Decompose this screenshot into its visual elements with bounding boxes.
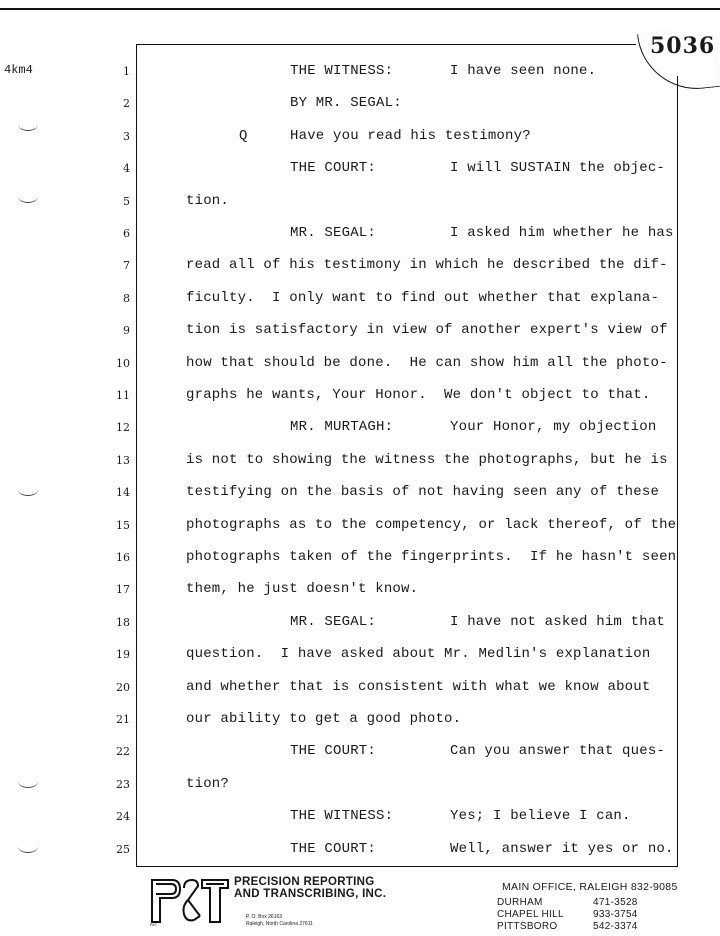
transcript-text: testifying on the basis of not having seen any of these: [186, 484, 660, 501]
line-number: 11: [116, 389, 130, 402]
firm-name-line2: AND TRANSCRIBING, INC.: [234, 888, 387, 900]
transcript-text: tion?: [186, 775, 230, 792]
transcript-text: how that should be done. He can show him all the photo-: [186, 354, 668, 371]
office-city: DURHAM: [497, 897, 543, 908]
reporter-logo: [148, 876, 230, 928]
line-number: 7: [123, 259, 130, 273]
line-number: 9: [123, 324, 130, 338]
transcript-text: Yes; I believe I can.: [450, 808, 631, 825]
speaker-label: THE WITNESS:: [290, 63, 394, 79]
line-number: 2: [123, 97, 130, 111]
office-row: [497, 897, 638, 908]
line-number: 5: [123, 194, 130, 208]
firm-name: [234, 876, 386, 900]
line-number: 10: [116, 356, 130, 370]
line-number: 21: [116, 713, 130, 726]
speaker-label: THE WITNESS:: [290, 808, 394, 825]
logo-text: P&T: [150, 924, 158, 928]
line-number: 3: [123, 129, 130, 143]
transcript-text: Can you answer that ques-: [450, 743, 666, 760]
office-phone: 471-3528: [593, 897, 638, 908]
margin-mark: [18, 190, 38, 203]
transcript-text: I have not asked him that: [450, 613, 666, 630]
line-number: 8: [123, 291, 130, 305]
office-row: [497, 921, 638, 932]
margin-mark: [18, 483, 38, 496]
firm-address-line2: Raleigh, North Carolina 27611: [246, 921, 313, 927]
transcript-text: ficulty. I only want to find out whether that explana-: [186, 289, 660, 306]
transcript-text: I asked him whether he has: [450, 225, 674, 241]
office-row: [497, 909, 638, 920]
margin-mark: [18, 840, 38, 853]
page-number: 5036: [650, 33, 716, 59]
line-number: 13: [116, 453, 130, 467]
transcript-text: read all of his testimony in which he described the dif-: [186, 257, 668, 274]
line-number: 12: [116, 421, 130, 435]
speaker-label: MR. SEGAL:: [290, 613, 377, 630]
line-number: 22: [116, 745, 130, 759]
transcript-text: tion.: [186, 192, 230, 209]
line-number: 24: [116, 810, 130, 824]
transcript-text: is not to showing the witness the photographs, but he is: [186, 451, 668, 468]
transcript-text: I have seen none.: [450, 63, 597, 79]
main-office: MAIN OFFICE, RALEIGH 832-9085: [502, 881, 678, 893]
line-number: 25: [116, 842, 130, 856]
line-number: 18: [116, 615, 130, 629]
question-marker: Q: [239, 127, 248, 144]
transcript-text: question. I have asked about Mr. Medlin's explanation: [186, 646, 651, 663]
transcript-text: them, he just doesn't know.: [186, 581, 419, 598]
transcript-text: Have you read his testimony?: [290, 127, 531, 144]
transcript-text: I will SUSTAIN the objec-: [450, 160, 666, 177]
margin-mark: [18, 118, 38, 131]
line-number: 23: [116, 777, 130, 791]
line-number: 6: [123, 227, 130, 240]
speaker-label: MR. MURTAGH:: [290, 419, 394, 436]
transcript-text: Well, answer it yes or no.: [450, 840, 674, 857]
speaker-label: THE COURT:: [290, 743, 377, 760]
line-number: 4: [123, 162, 130, 176]
line-number: 1: [123, 65, 130, 78]
margin-mark: [18, 775, 38, 788]
line-number: 20: [116, 680, 130, 694]
transcript-text: graphs he wants, Your Honor. We don't object to that.: [186, 387, 651, 403]
office-phone: 933-3754: [593, 909, 638, 920]
line-number: 16: [116, 551, 130, 564]
side-code: 4km4: [4, 63, 33, 77]
firm-address-line1: P. O. Box 26163: [246, 914, 283, 920]
transcript-text: Your Honor, my objection: [450, 419, 657, 436]
transcript-text: photographs taken of the fingerprints. If he hasn't seen: [186, 549, 677, 565]
transcript-text: tion is satisfactory in view of another expert's view of: [186, 322, 668, 339]
line-number: 17: [116, 583, 130, 597]
office-city: PITTSBORO: [497, 921, 558, 932]
transcript-text: BY MR. SEGAL:: [290, 95, 402, 112]
speaker-label: MR. SEGAL:: [290, 225, 377, 241]
transcript-text: and whether that is consistent with what we know about: [186, 678, 651, 695]
top-rule: [0, 0, 720, 10]
speaker-label: THE COURT:: [290, 160, 377, 177]
office-city: CHAPEL HILL: [497, 909, 564, 920]
transcript-text: photographs as to the competency, or lack thereof, of the: [186, 516, 677, 533]
office-phone: 542-3374: [593, 921, 638, 932]
line-number: 19: [116, 648, 130, 662]
line-number: 15: [116, 518, 130, 532]
firm-address: [246, 914, 313, 928]
speaker-label: THE COURT:: [290, 840, 377, 857]
firm-name-line1: PRECISION REPORTING: [234, 876, 375, 888]
transcript-text: our ability to get a good photo.: [186, 711, 462, 727]
line-number: 14: [116, 486, 130, 500]
